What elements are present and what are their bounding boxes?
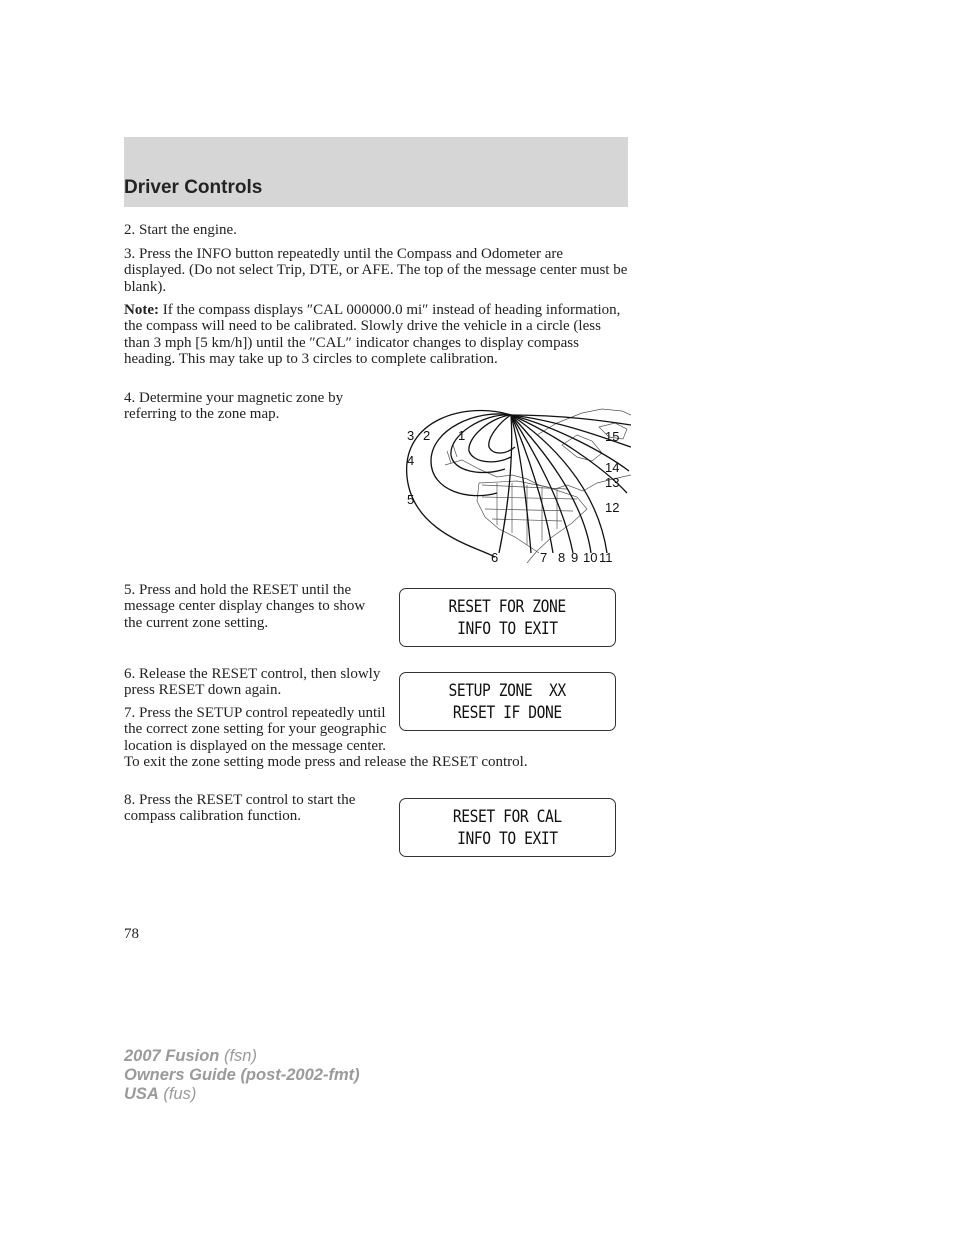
footer-line-2 [124,1066,360,1085]
magnetic-zone-map [387,405,631,567]
footer-model-code: (fsn) [219,1047,257,1065]
step-7-content: 7. Press the SETUP control repeatedly until the correct zone setting for your geographic location is displayed on the message center. To exit the zone setting mode press and release the RESET control. [124,705,528,771]
note-label: Note: [124,302,159,318]
footer-market: USA [124,1085,159,1103]
zone-label-13: 13 [605,475,620,490]
step-7-wrap-space [388,705,628,754]
zone-label-4: 4 [407,453,415,468]
footer-market-code: (fus) [158,1085,197,1103]
step-7-body [124,705,628,771]
display-line-1: RESET FOR CAL [453,806,562,827]
section-header-band [124,137,628,207]
zone-label-5: 5 [407,492,415,507]
step-6-text: 6. Release the RESET control, then slowly press RESET down again. [124,666,381,699]
display-line-2: INFO TO EXIT [457,618,558,639]
zone-label-15: 15 [605,429,620,444]
zone-label-7: 7 [540,550,548,565]
footer-guide: Owners Guide (post-2002-fmt) [124,1066,360,1084]
step-4-text: 4. Determine your magnetic zone by referring to the zone map. [124,390,344,423]
footer-line-3 [124,1085,360,1104]
zone-label-3: 3 [407,428,415,443]
zone-label-11: 11 [599,550,613,565]
document-footer [124,1047,360,1104]
zone-isolines [407,410,631,557]
footer-line-1 [124,1047,360,1066]
zone-label-12: 12 [605,500,620,515]
zone-label-8: 8 [558,550,566,565]
zone-label-2: 2 [423,428,431,443]
step-3-text: 3. Press the INFO button repeatedly until the Compass and Odometer are displayed. (Do not select Trip, DTE, or AFE. The top of the message center must be blank). [124,246,628,295]
display-line-2: RESET IF DONE [453,702,562,723]
page-number: 78 [124,926,139,942]
step-5-text: 5. Press and hold the RESET until the message center display changes to show the current zone setting. [124,582,366,631]
footer-model: 2007 Fusion [124,1047,220,1065]
step-2-text: 2. Start the engine. [124,222,237,238]
zone-label-6: 6 [491,550,499,565]
step-8-text: 8. Press the RESET control to start the compass calibration function. [124,792,356,825]
note-paragraph [124,302,628,368]
section-title: Driver Controls [124,177,263,198]
map-coastline [445,409,631,563]
note-text: If the compass displays ″CAL 000000.0 mi″ instead of heading information, the compass will need to be calibrated. Slowly drive the vehicle in a circle (less than 3 mph [5 km/h]) until the ″CAL″ indicator changes to display compass heading. This may take up to 3 circles to complete calibration. [124,302,621,368]
zone-label-1: 1 [458,428,466,443]
message-center-display-reset-zone [399,588,616,647]
message-center-display-reset-cal [399,798,616,857]
display-line-2: INFO TO EXIT [457,828,558,849]
zone-label-14: 14 [605,460,620,475]
zone-label-9: 9 [571,550,579,565]
zone-label-10: 10 [583,550,598,565]
display-line-1: RESET FOR ZONE [448,596,567,617]
display-line-1: SETUP ZONE XX [448,680,567,701]
